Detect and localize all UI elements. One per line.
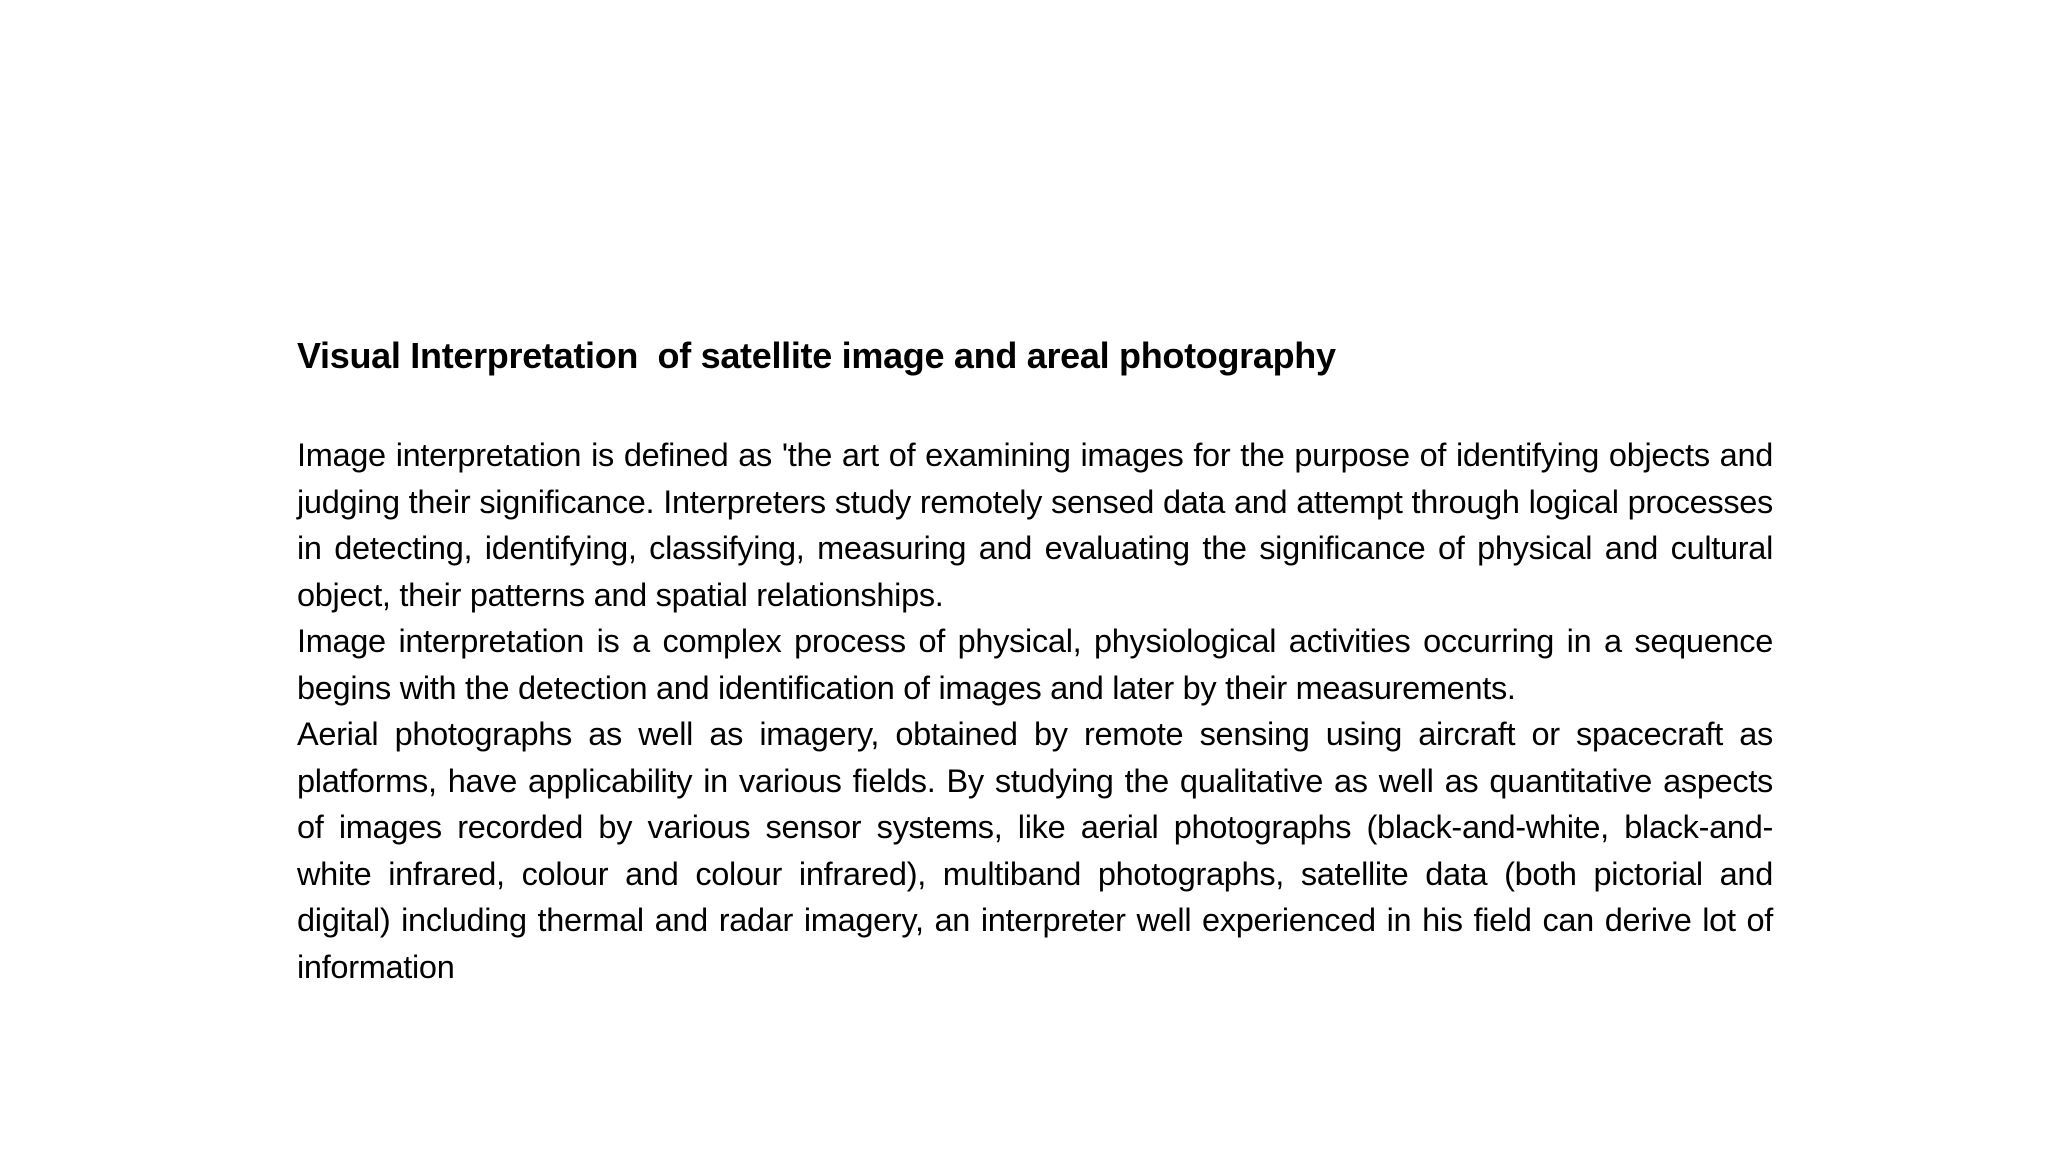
slide-content — [297, 332, 1773, 990]
paragraph-definition: Image interpretation is defined as 'the art of examining images for the purpose of identifying objects and judging their significance. Interpreters study remotely sensed data and attempt through logical processes in detecting, identifying, classifying, measuring and evaluating the significance of physical and cultural object, their patterns and spatial relationships. — [297, 437, 1773, 613]
slide-body — [297, 432, 1773, 990]
paragraph-process: Image interpretation is a complex process of physical, physiological activities occurring in a sequence begins with the detection and identification of images and later by their measurements. — [297, 623, 1773, 706]
paragraph-applications: Aerial photographs as well as imagery, obtained by remote sensing using aircraft or spacecraft as platforms, have applicability in various fields. By studying the qualitative as well as quantitative aspects of images recorded by various sensor systems, like aerial photographs (black-and-white, black-and-white infrared, colour and colour infrared), multiband photographs, satellite data (both pictorial and digital) including thermal and radar imagery, an interpreter well experienced in his field can derive lot of information — [297, 716, 1773, 985]
slide-title: Visual Interpretation of satellite image and areal photography — [297, 335, 1336, 376]
